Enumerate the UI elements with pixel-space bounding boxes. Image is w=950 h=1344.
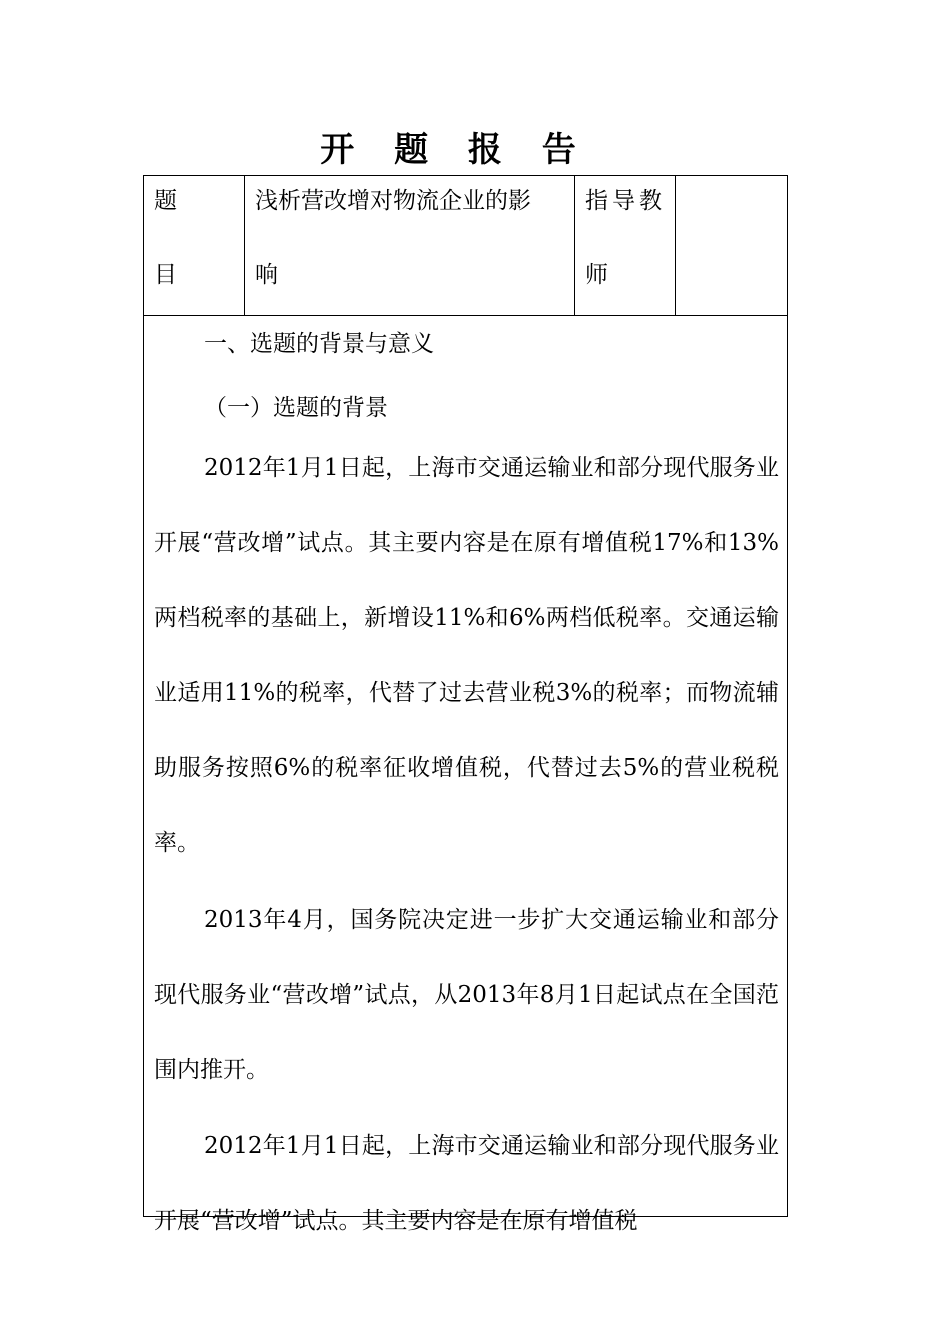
topic-value-line1: 浅析营改增对物流企业的影 xyxy=(255,188,531,214)
topic-value-cell xyxy=(245,176,575,315)
report-title: 开 题 报 告 xyxy=(320,130,590,170)
content-cell xyxy=(144,316,787,1234)
paragraph-2: 2013年4月，国务院决定进一步扩大交通运输业和部分现代服务业“营改增”试点，从2013年8月1日起试点在全国范围内推开。 xyxy=(154,907,779,1083)
report-form-table xyxy=(143,175,788,1234)
paragraph-1: 2012年1月1日起，上海市交通运输业和部分现代服务业开展“营改增”试点。其主要内容是在原有增值税17%和13%两档税率的基础上，新增设11%和6%两档低税率。交通运输业适用11%的税率，代替了过去营业税3%的税率；而物流辅助服务按照6%的税率征收增值税，代替过去5%的营业税税率。 xyxy=(154,455,779,856)
topic-label-line2: 目 xyxy=(154,262,177,288)
paragraph-3: 2012年1月1日起，上海市交通运输业和部分现代服务业开展“营改增”试点。其主要内容是在原有增值税 xyxy=(154,1133,779,1234)
advisor-label-line1: 指导教 xyxy=(585,188,666,214)
advisor-label-cell xyxy=(575,176,676,315)
advisor-label-line2: 师 xyxy=(585,262,612,288)
header-row xyxy=(144,176,787,316)
section-heading: 一、选题的背景与意义 xyxy=(204,331,434,357)
topic-label-cell xyxy=(144,176,245,315)
subsection-heading: （一）选题的背景 xyxy=(204,395,388,421)
advisor-value-cell xyxy=(676,176,789,315)
topic-label-line1: 题 xyxy=(154,188,177,214)
topic-value-line2: 响 xyxy=(255,262,278,288)
